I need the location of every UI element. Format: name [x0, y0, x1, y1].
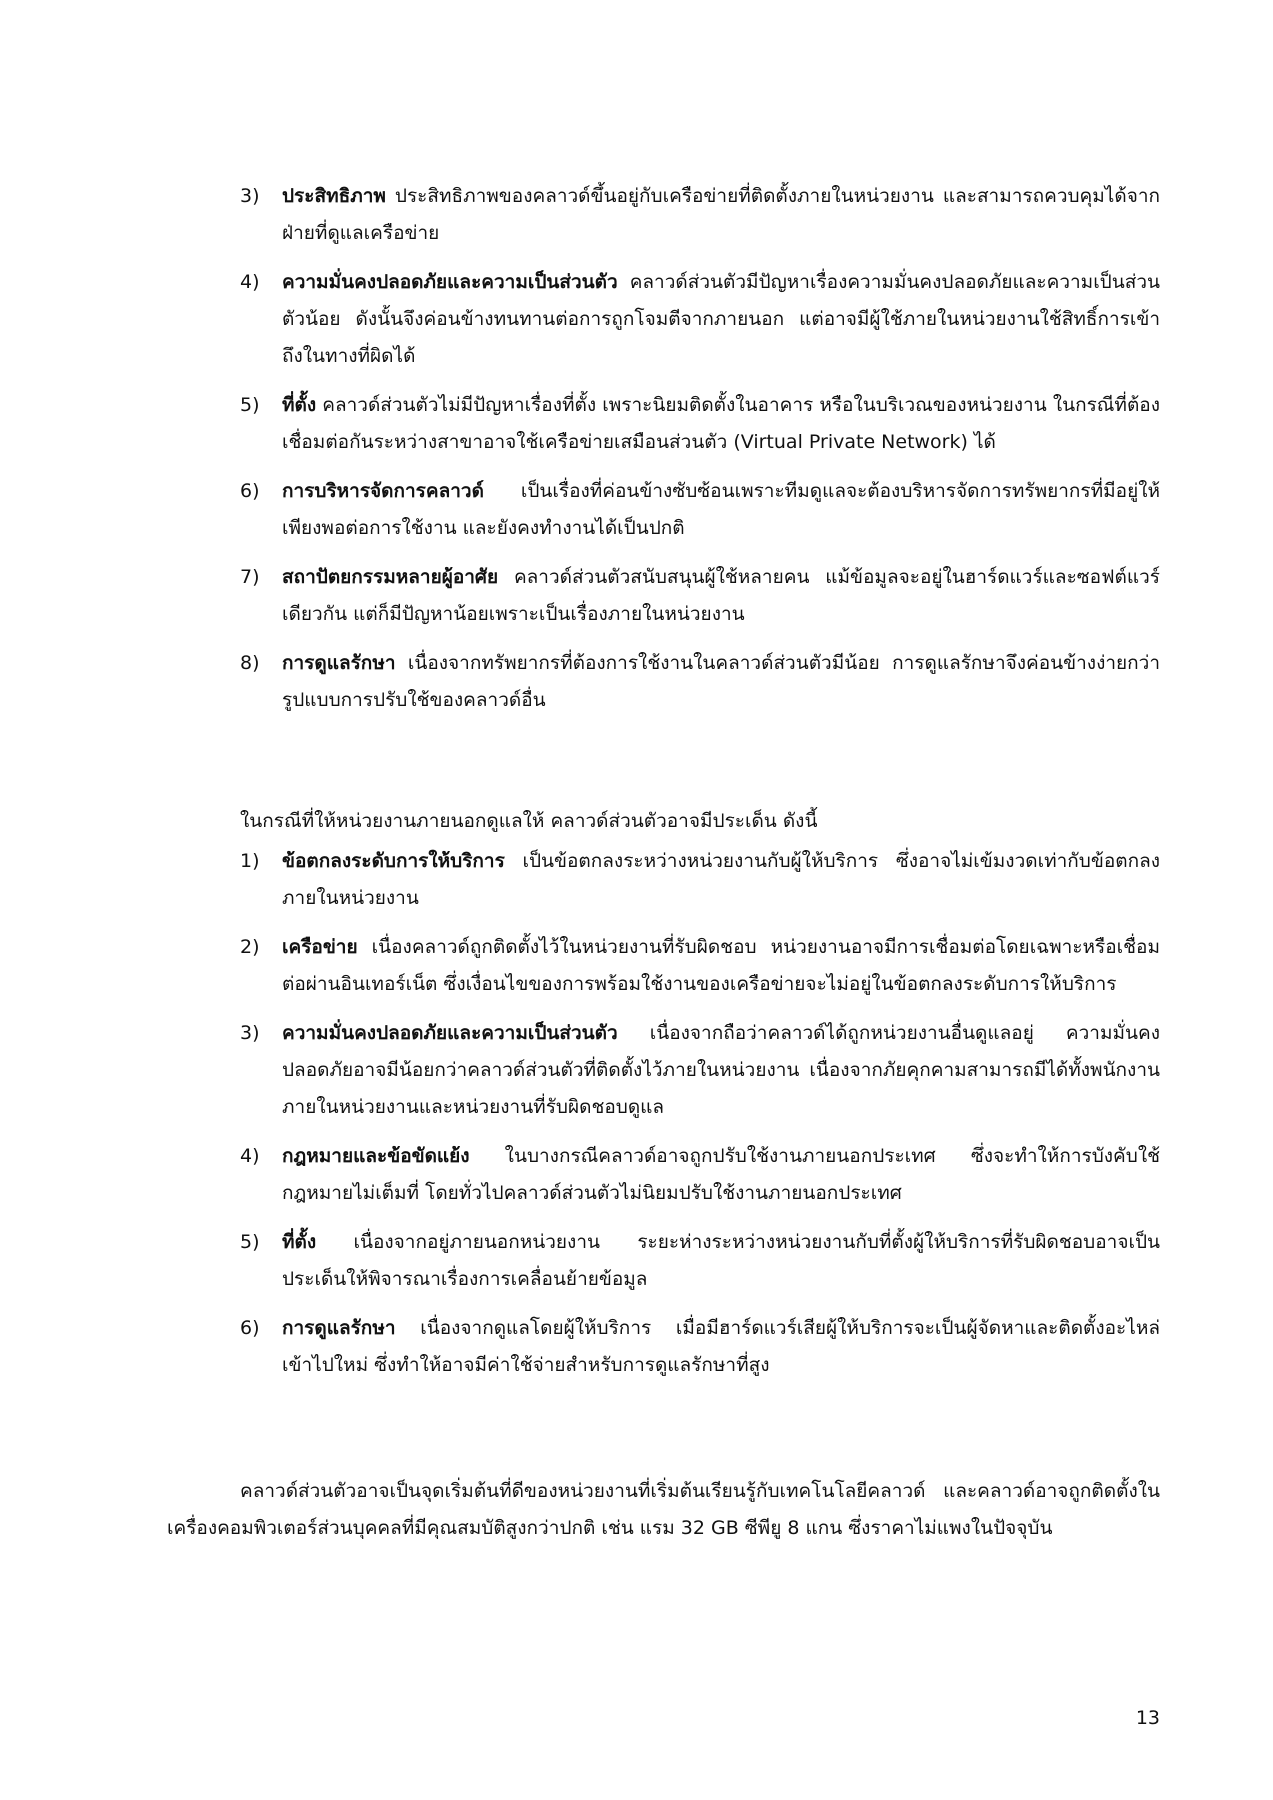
item-text: เนื่องคลาวด์ถูกติดตั้งไว้ในหน่วยงานที่รับผิดชอบ หน่วยงานอาจมีการเชื่อมต่อโดยเฉพาะหรือเชื่อมต่อผ่านอินเทอร์เน็ต ซึ่งเงื่อนไขของการพร้อมใช้งานของเครือข่ายจะไม่อยู่ในข้อตกลงระดับการให้บริการ — [282, 936, 1160, 995]
list-item — [240, 1224, 1160, 1298]
item-text: ประสิทธิภาพของคลาวด์ขึ้นอยู่กับเครือข่ายที่ติดตั้งภายในหน่วยงาน และสามารถควบคุมได้จากฝ่ายที่ดูแลเครือข่าย — [282, 185, 1160, 244]
item-text: เนื่องจากทรัพยากรที่ต้องการใช้งานในคลาวด์ส่วนตัวมีน้อย การดูแลรักษาจึงค่อนข้างง่ายกว่ารูปแบบการปรับใช้ของคลาวด์อื่น — [282, 652, 1160, 711]
item-number: 2) — [240, 936, 260, 958]
item-text: คลาวด์ส่วนตัวมีปัญหาเรื่องความมั่นคงปลอดภัยและความเป็นส่วนตัวน้อย ดังนั้นจึงค่อนข้างทนทานต่อการถูกโจมตีจากภายนอก แต่อาจมีผู้ใช้ภายในหน่วยงานใช้สิทธิ์การเข้าถึงในทางที่ผิดได้ — [282, 271, 1160, 367]
list-item — [240, 387, 1160, 461]
item-term: การบริหารจัดการคลาวด์ — [282, 480, 484, 502]
list-item — [240, 178, 1160, 252]
item-term: สถาปัตยกรรมหลายผู้อาศัย — [282, 566, 499, 588]
list-item — [240, 559, 1160, 633]
item-term: การดูแลรักษา — [282, 652, 396, 674]
outsourced-cloud-issues-list — [240, 843, 1160, 1396]
item-number: 5) — [240, 1231, 260, 1253]
list-item — [240, 1138, 1160, 1212]
item-text: เนื่องจากดูแลโดยผู้ให้บริการ เมื่อมีฮาร์ดแวร์เสียผู้ให้บริการจะเป็นผู้จัดหาและติดตั้งอะไหล่เข้าไปใหม่ ซึ่งทำให้อาจมีค่าใช้จ่ายสำหรับการดูแลรักษาที่สูง — [282, 1317, 1160, 1376]
item-term: การดูแลรักษา — [282, 1317, 396, 1339]
page-number: 13 — [1135, 1707, 1160, 1729]
item-text: ในบางกรณีคลาวด์อาจถูกปรับใช้งานภายนอกประเทศ ซึ่งจะทำให้การบังคับใช้กฎหมายไม่เต็มที่ โดยทั่วไปคลาวด์ส่วนตัวไม่นิยมปรับใช้งานภายนอกประเทศ — [282, 1145, 1160, 1204]
item-term: ประสิทธิภาพ — [282, 185, 386, 207]
item-term: ความมั่นคงปลอดภัยและความเป็นส่วนตัว — [282, 271, 618, 293]
item-number: 6) — [240, 480, 260, 502]
item-text: เนื่องจากอยู่ภายนอกหน่วยงาน ระยะห่างระหว่างหน่วยงานกับที่ตั้งผู้ให้บริการที่รับผิดชอบอาจเป็นประเด็นให้พิจารณาเรื่องการเคลื่อนย้ายข้อมูล — [282, 1231, 1160, 1290]
closing-paragraph: คลาวด์ส่วนตัวอาจเป็นจุดเริ่มต้นที่ดีของหน่วยงานที่เริ่มต้นเรียนรู้กับเทคโนโลยีคลาวด์ และคลาวด์อาจถูกติดตั้งในเครื่องคอมพิวเตอร์ส่วนบุคคลที่มีคุณสมบัติสูงกว่าปกติ เช่น แรม 32 GB ซีพียู 8 แกน ซึ่งราคาไม่แพงในปัจจุบัน — [167, 1480, 1160, 1539]
item-text: คลาวด์ส่วนตัวไม่มีปัญหาเรื่องที่ตั้ง เพราะนิยมติดตั้งในอาคาร หรือในบริเวณของหน่วยงาน ในกรณีที่ต้องเชื่อมต่อกันระหว่างสาขาอาจใช้เครือข่ายเสมือนส่วนตัว (Virtual Private Network) ได้ — [282, 394, 1160, 453]
item-text: เป็นเรื่องที่ค่อนข้างซับซ้อนเพราะทีมดูแลจะต้องบริหารจัดการทรัพยากรที่มีอยู่ให้เพียงพอต่อการใช้งาน และยังคงทำงานได้เป็นปกติ — [282, 480, 1160, 539]
list-item — [240, 1015, 1160, 1126]
list-item — [240, 929, 1160, 1003]
item-text: เป็นข้อตกลงระหว่างหน่วยงานกับผู้ให้บริการ ซึ่งอาจไม่เข้มงวดเท่ากับข้อตกลงภายในหน่วยงาน — [282, 850, 1160, 909]
item-term: ที่ตั้ง — [282, 394, 317, 416]
item-term: กฎหมายและข้อขัดแย้ง — [282, 1145, 470, 1167]
item-term: ความมั่นคงปลอดภัยและความเป็นส่วนตัว — [282, 1022, 618, 1044]
list-item — [240, 264, 1160, 375]
item-number: 8) — [240, 652, 260, 674]
item-number: 1) — [240, 850, 260, 872]
item-term: ที่ตั้ง — [282, 1231, 317, 1253]
item-text: เนื่องจากถือว่าคลาวด์ได้ถูกหน่วยงานอื่นดูแลอยู่ ความมั่นคงปลอดภัยอาจมีน้อยกว่าคลาวด์ส่วนตัวที่ติดตั้งไว้ภายในหน่วยงาน เนื่องจากภัยคุกคามสามารถมีได้ทั้งพนักงานภายในหน่วยงานและหน่วยงานที่รับผิดชอบดูแล — [282, 1022, 1160, 1118]
item-number: 3) — [240, 1022, 260, 1044]
item-number: 7) — [240, 566, 260, 588]
item-term: เครือข่าย — [282, 936, 358, 958]
list-item — [240, 645, 1160, 719]
item-number: 3) — [240, 185, 260, 207]
section-intro: ในกรณีที่ให้หน่วยงานภายนอกดูแลให้ คลาวด์ส่วนตัวอาจมีประเด็น ดังนี้ — [240, 810, 818, 832]
list-item — [240, 843, 1160, 917]
list-item — [240, 1310, 1160, 1384]
private-cloud-characteristics-list — [240, 178, 1160, 731]
item-number: 5) — [240, 394, 260, 416]
item-number: 4) — [240, 1145, 260, 1167]
list-item — [240, 473, 1160, 547]
item-text: คลาวด์ส่วนตัวสนับสนุนผู้ใช้หลายคน แม้ข้อมูลจะอยู่ในฮาร์ดแวร์และซอฟต์แวร์เดียวกัน แต่ก็มีปัญหาน้อยเพราะเป็นเรื่องภายในหน่วยงาน — [282, 566, 1160, 625]
item-term: ข้อตกลงระดับการให้บริการ — [282, 850, 505, 872]
item-number: 4) — [240, 271, 260, 293]
item-number: 6) — [240, 1317, 260, 1339]
